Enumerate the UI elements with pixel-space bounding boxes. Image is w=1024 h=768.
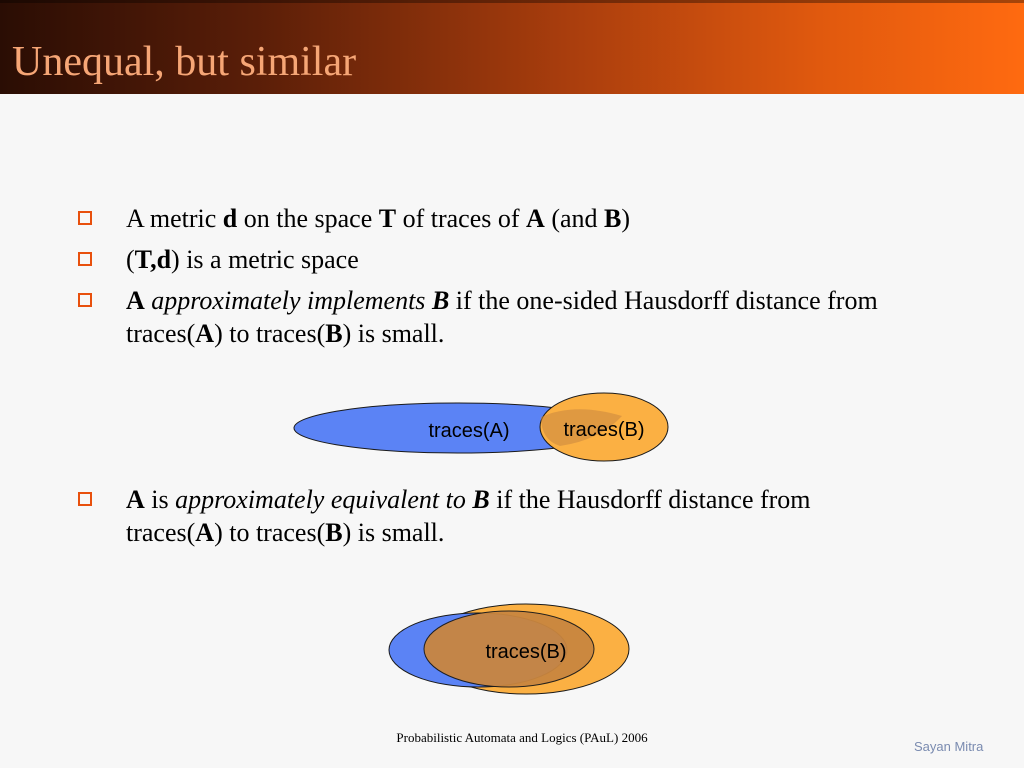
text-run: ) is small. [342, 319, 445, 348]
text-run: T [378, 204, 397, 233]
text-run: B [431, 286, 450, 315]
text-run: A [195, 518, 215, 547]
text-run: T,d [134, 245, 172, 274]
text-run: B [325, 319, 343, 348]
traces-b-label: traces(B) [485, 641, 567, 663]
text-run: A [195, 319, 215, 348]
text-run: B [325, 518, 343, 547]
text-run: if the one-sided Hausdorff distance from traces( [126, 286, 878, 348]
text-run: ) is small. [342, 518, 445, 547]
text-run: B [472, 485, 490, 514]
footer-author: Sayan Mitra [914, 739, 984, 754]
text-run: ) to traces( [214, 518, 326, 547]
text-run: ) is a metric space [171, 245, 359, 274]
text-run: B [604, 204, 622, 233]
text-run: if the Hausdorff distance from traces( [126, 485, 811, 547]
footer-text: Probabilistic Automata and Logics (PAuL) 2006 [396, 730, 648, 745]
text-run: A [126, 286, 145, 315]
text-run: d [222, 204, 238, 233]
text-run: ( [126, 245, 135, 274]
text-run: A metric [126, 204, 223, 233]
text-run: on the space [237, 204, 379, 233]
text-run: of traces of [396, 204, 527, 233]
text-run: approximately equivalent to [175, 485, 466, 514]
traces-a-label: traces(A) [428, 420, 510, 442]
text-run: (and [544, 204, 605, 233]
text-run: A [526, 204, 545, 233]
slide-title: Unequal, but similar [12, 39, 357, 85]
text-run: ) [621, 204, 631, 233]
text-run: is [144, 485, 176, 514]
traces-b-label: traces(B) [563, 419, 645, 441]
text-run: ) to traces( [214, 319, 326, 348]
text-run: A [126, 485, 145, 514]
text-run: approximately implements [151, 286, 426, 315]
